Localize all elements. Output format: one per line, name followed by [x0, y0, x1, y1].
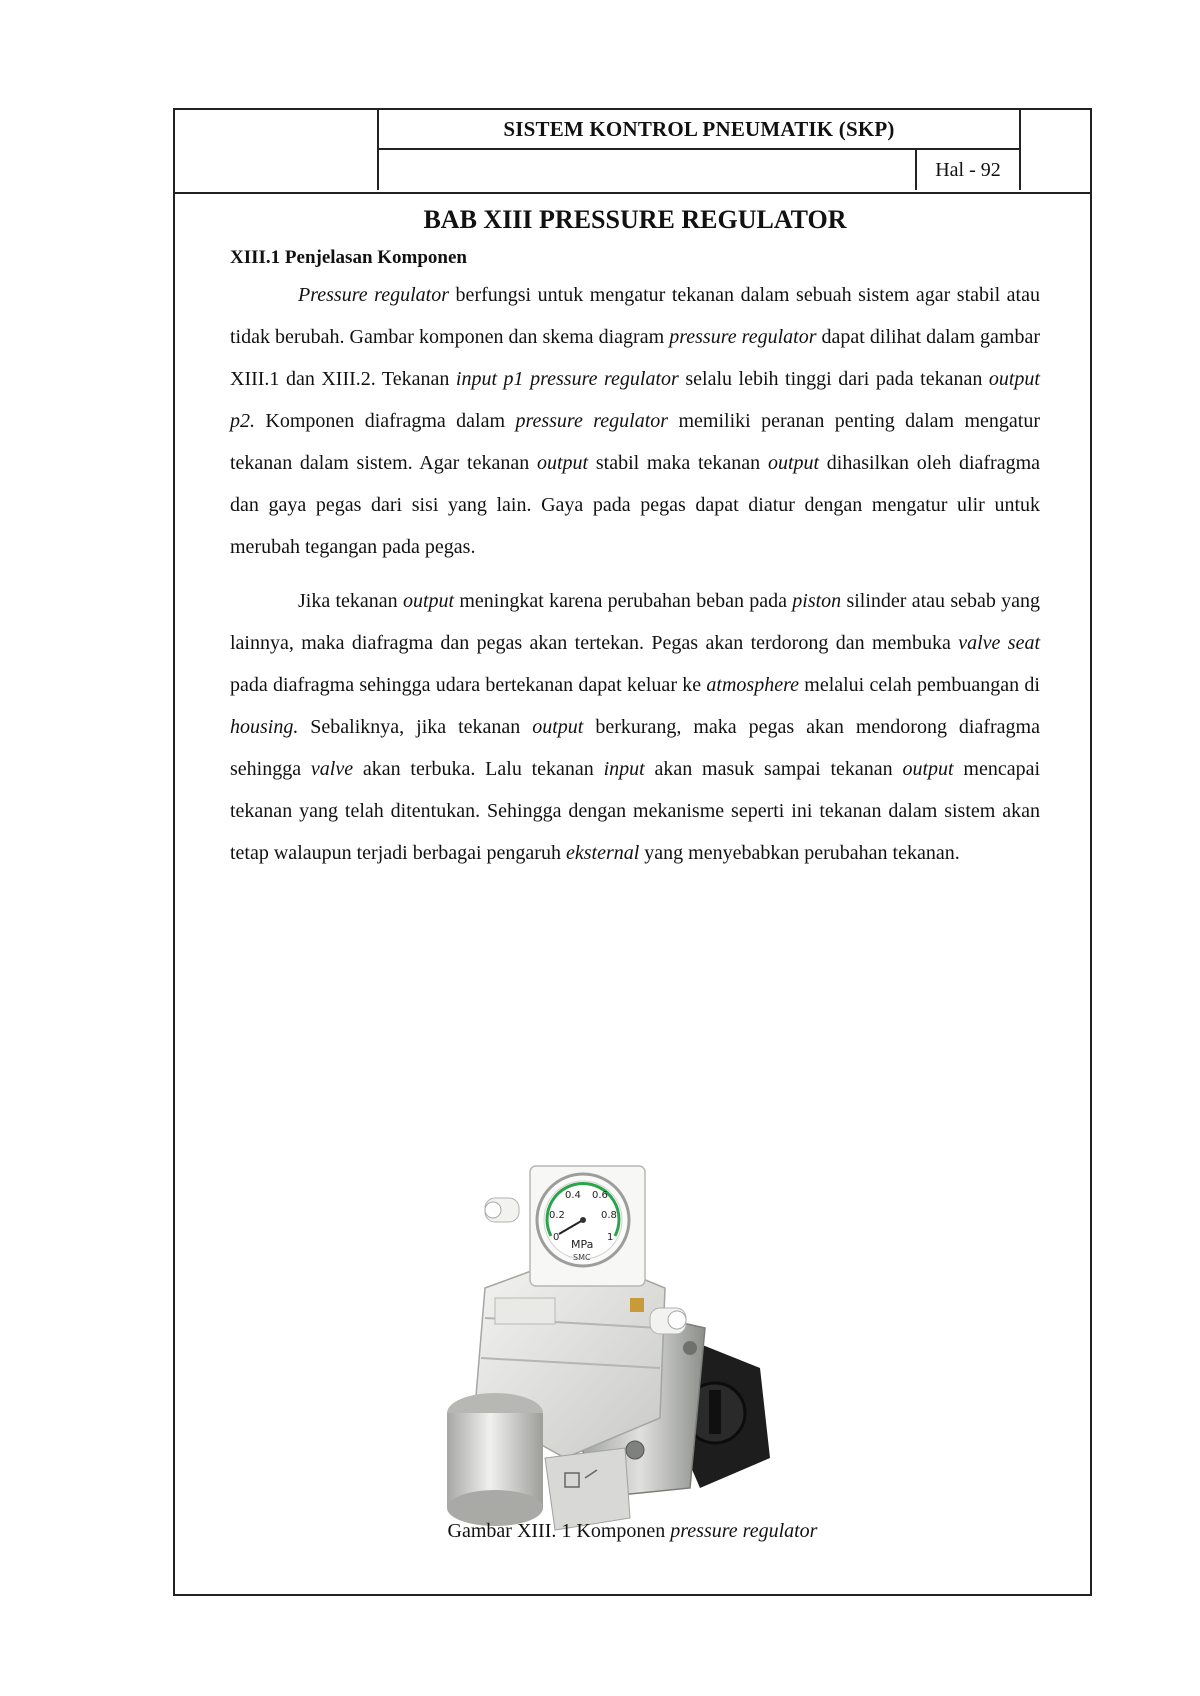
page-number: Hal - 92 [915, 150, 1019, 190]
text-run: Komponen diafragma dalam [255, 410, 516, 432]
text-run: Jika tekanan [298, 590, 403, 612]
knob-grip [709, 1390, 721, 1434]
text-run: meningkat karena perubahan beban pada [454, 590, 793, 612]
chapter-title: BAB XIII PRESSURE REGULATOR [423, 205, 847, 234]
text-run: memiliki peranan penting dalam mengatur tekanan dalam sistem. Agar tekanan [230, 410, 1040, 474]
text-run: dihasilkan oleh diafragma dan gaya pegas dari sisi yang lain. Gaya pada pegas dapat diatur dengan mengatur ulir untuk merubah tegangan pada pegas. [230, 452, 1041, 558]
bracket-screw [626, 1441, 644, 1459]
header-logo-cell [175, 110, 379, 190]
italic-term: output [402, 590, 455, 612]
italic-term: piston [792, 590, 842, 612]
pressure-regulator-photo [415, 1158, 845, 1538]
text-run: akan terbuka. Lalu tekanan [353, 758, 604, 780]
text-run: silinder atau sebab yang lainnya, maka diafragma dan pegas akan tertekan. Pegas akan terdorong dan membuka [230, 590, 1041, 654]
paragraph-2 [230, 580, 1040, 874]
italic-term: housing. [230, 716, 299, 738]
header-blank-cell [379, 150, 919, 190]
italic-term: input [603, 758, 645, 780]
text-run: selalu lebih tinggi dari pada tekanan [678, 368, 989, 390]
gauge-tick-label: 1 [607, 1232, 614, 1243]
bracket-screw [683, 1341, 697, 1355]
italic-term: eksternal [565, 842, 640, 864]
italic-term: valve seat [958, 632, 1040, 654]
italic-term: atmosphere [706, 674, 799, 696]
italic-term: output [902, 758, 954, 780]
italic-term: valve [310, 758, 354, 780]
text-run: akan masuk sampai tekanan [644, 758, 903, 780]
section-title: XIII.1 Penjelasan Komponen [230, 247, 467, 268]
text-run: pada diafragma sehingga udara bertekanan dapat keluar ke [230, 674, 707, 696]
italic-term: output [536, 452, 589, 474]
gauge-pivot [580, 1217, 586, 1223]
paragraph-1 [230, 274, 1040, 568]
gauge-tick-label: 0.6 [592, 1190, 608, 1201]
text-run: Sebaliknya, jika tekanan [298, 716, 533, 738]
text-run: mencapai tekanan yang telah ditentukan. Sehingga dengan mekanisme seperti ini tekanan dalam sistem akan tetap walaupun terjadi berbagai pengaruh [230, 758, 1041, 864]
italic-term: output p2. [230, 368, 1040, 432]
gauge-tick-label: 0 [553, 1232, 560, 1243]
italic-term: pressure regulator [669, 326, 817, 348]
italic-term: output [532, 716, 584, 738]
italic-term: pressure regulator [515, 410, 669, 432]
side-plate [545, 1448, 630, 1530]
text-run: melalui celah pembuangan di [798, 674, 1040, 696]
brass-fitting [630, 1298, 644, 1312]
italic-term: output [767, 452, 820, 474]
gauge-unit: MPa [571, 1238, 594, 1251]
text-run: yang menyebabkan perubahan tekanan. [639, 842, 960, 864]
gauge-tick-label: 0.8 [601, 1210, 617, 1221]
gauge-brand: SMC [573, 1253, 591, 1262]
gauge-tick-label: 0.2 [549, 1210, 565, 1221]
page-frame [173, 108, 1092, 1596]
italic-term: Pressure regulator [298, 284, 449, 306]
inlet-port [485, 1202, 501, 1218]
label-sticker [495, 1298, 555, 1324]
text-run: stabil maka tekanan [588, 452, 768, 474]
page-content [230, 200, 1040, 874]
gauge-tick-label: 0.4 [565, 1190, 581, 1201]
page-header [175, 110, 1090, 194]
outlet-port [668, 1311, 686, 1329]
text-run: berfungsi untuk mengatur tekanan dalam sebuah sistem agar stabil atau tidak berubah. Gambar komponen dan skema diagram [230, 284, 1040, 348]
header-title: SISTEM KONTROL PNEUMATIK (SKP) [379, 110, 1019, 150]
header-right-cell [1019, 110, 1092, 190]
text-run: dapat dilihat dalam gambar XIII.1 dan XIII.2. Tekanan [230, 326, 1040, 390]
italic-term: input p1 pressure regulator [455, 368, 679, 390]
figure-caption [175, 1520, 1090, 1543]
text-run: Gambar XIII. 1 Komponen [447, 1520, 671, 1542]
text-run: berkurang, maka pegas akan mendorong diafragma sehingga [230, 716, 1040, 780]
italic-term: pressure regulator [670, 1520, 818, 1542]
